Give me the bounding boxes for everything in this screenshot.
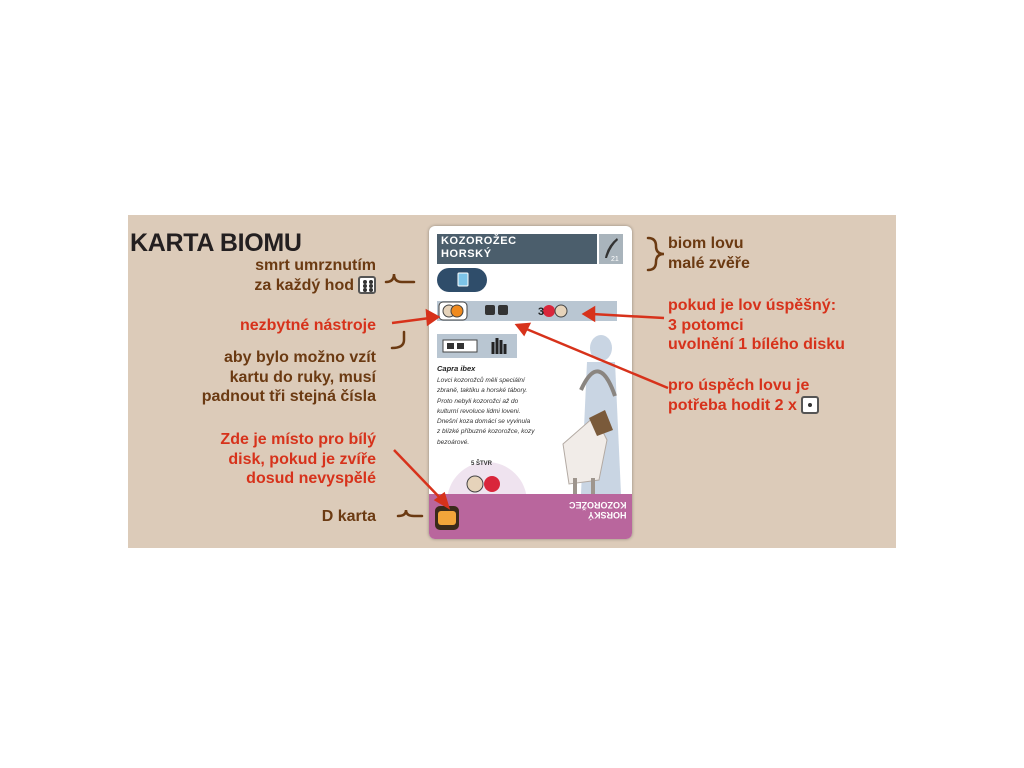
freeze-label-line2-text: za každý hod <box>254 276 354 294</box>
freeze-brace <box>386 274 414 282</box>
red-arrows <box>392 308 668 507</box>
white-disk-label-line2: disk, pokud je zvíře <box>228 450 376 468</box>
biome-label-line1: biom lovu <box>668 235 744 252</box>
roll-arrow-line <box>524 328 668 388</box>
success-label-line1: pokud je lov úspěšný: <box>668 297 837 314</box>
hand-label-line3: padnout tři stejná čísla <box>201 388 376 406</box>
biome-brace <box>648 238 664 270</box>
white-disk-label-line3: dosud nevyspělé <box>246 470 376 488</box>
success-label-line3: uvolnění 1 bílého disku <box>668 336 845 354</box>
roll-label-line2-text: potřeba hodit 2 x <box>668 396 797 414</box>
d-card-brace <box>398 510 422 516</box>
hand-label-line2: kartu do ruky, musí <box>229 368 376 386</box>
tools-label: nezbytné nástroje <box>239 317 376 334</box>
success-arrow-line <box>592 314 664 318</box>
offspring-count: 3 <box>538 306 545 318</box>
success-label-line2: 3 potomci <box>668 316 744 334</box>
desc-line: kulturní revoluce lidmi loveni. <box>437 407 521 415</box>
hand-brace <box>392 332 404 348</box>
success-arrow-head <box>584 308 594 320</box>
desc-line: bezoárové. <box>437 438 470 446</box>
mirror-line2: KOZOROŽEC <box>569 500 627 510</box>
desc-line: z blízké příbuzné kozorožce, kozy <box>437 428 535 436</box>
d-card-label: D karta <box>321 508 376 525</box>
desc-line: Lovci kozorožců měli speciální <box>437 377 525 384</box>
desc-line: Dnešní koza domácí se vyvinula <box>437 418 531 426</box>
white-disk-arrow-line <box>394 450 442 500</box>
desc-line: Proto nebyli kozorožci až do <box>437 397 519 405</box>
hand-label-line1: aby bylo možno vzít <box>223 349 376 366</box>
white-disk-label-line1: Zde je místo pro bílý <box>220 431 376 448</box>
count-label: 5 ŠTVR <box>471 461 493 467</box>
card-title-line1: KOZOROŽEC <box>441 235 517 247</box>
roll-label-line1: pro úspěch lovu je <box>668 377 810 394</box>
biome-label-line2: malé zvěře <box>668 254 750 272</box>
mirror-line1: HORSKÝ <box>587 510 627 520</box>
diagram-title: KARTA BIOMU <box>130 229 302 257</box>
brace-connectors <box>386 238 664 516</box>
tools-arrow-head <box>427 311 438 324</box>
freeze-label-line1: smrt umrznutím <box>255 257 376 274</box>
species-name: Capra ibex <box>437 364 476 373</box>
tools-arrow-line <box>392 318 430 323</box>
card-number: 21 <box>611 256 619 263</box>
roll-arrow-head <box>517 324 529 334</box>
card-title-line2: HORSKÝ <box>441 248 492 260</box>
desc-line: zbraně, taktiku a horské tábory. <box>437 387 528 395</box>
